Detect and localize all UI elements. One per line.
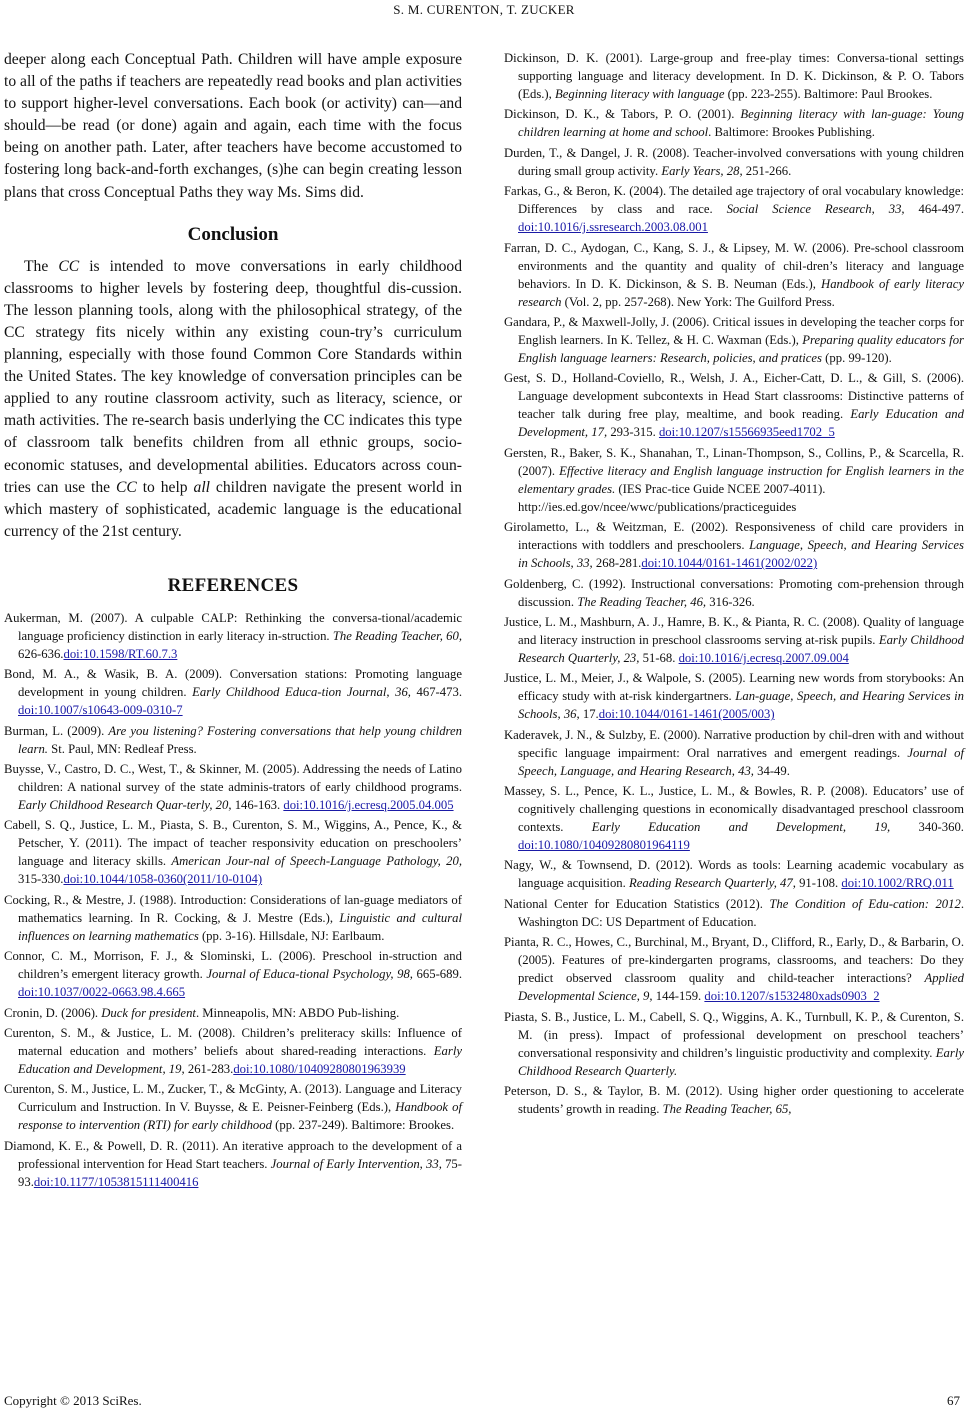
reference-text: Massey, S. L., Pence, K. L., Justice, L. M., & Bowles, R. P. (2008). Educators’ use of cognitively challenging questions in economically disadvantaged preschool classroom contexts. <box>504 784 964 835</box>
conclusion-text: is intended to move conversations in early childhood classrooms to higher levels by fostering deep, thoughtful dis-cussion. The lesson planning tools, along with the philosophical strategy, of the CC strategy fits nicely within any existing coun-try’s curriculum planning, especially with those found Common Core Standards within the United States. The key knowledge of conversation principles can be applied to any routine classroom activity, such as literacy, science, or math activities. The re-search basis underlying the CC indicates this type of classroom talk benefits children from all ethnic groups, socio-economic statuses, and developmental abilities. Educators across coun-tries can use the <box>4 257 462 496</box>
reference-text: Farkas, G., & Beron, K. (2004). The detailed age trajectory of oral vocabulary knowledge: Differences by class and race. <box>504 184 964 217</box>
reference-entry <box>504 105 964 141</box>
doi-link[interactable]: doi:10.1044/0161-1461(2005/003) <box>598 707 775 722</box>
reference-text: (pp. 99-120). <box>821 350 892 365</box>
reference-entry <box>504 782 964 854</box>
reference-text: Curenton, S. M., Justice, L. M., Zucker, T., & McGinty, A. (2013). Language and Literacy Curriculum and Instruction. In V. Buysse, & E. Peisner-Feinberg (Eds.), <box>4 1082 462 1115</box>
reference-text: Gandara, P., & Maxwell-Jolly, J. (2006). Critical issues in developing the teacher corps for English learners. In K. Tellez, & H. C. Waxman (Eds.), <box>504 314 964 347</box>
reference-text: (pp. 3-16). Hillsdale, NJ: Earlbaum. <box>198 928 385 943</box>
reference-text: 144-159. <box>652 989 705 1004</box>
reference-text: Gest, S. D., Holland-Coviello, R., Welsh, J. A., Eicher-Catt, D. L., & Gill, S. (2006). Language development subcontexts in Head Start classrooms: Distinctive patterns of teacher talk during free play, mealtime, and book reading. <box>504 371 964 422</box>
reference-entry <box>504 726 964 780</box>
conclusion-text: The <box>24 257 59 275</box>
reference-entry <box>504 613 964 667</box>
reference-entry <box>504 856 964 892</box>
reference-source: The Condition of Edu-cation: 2012 <box>769 896 961 911</box>
doi-link[interactable]: doi:10.1080/10409280801963939 <box>233 1062 406 1076</box>
reference-text: 467-473. <box>410 685 462 700</box>
reference-source: Effective literacy and English language instruction for English learners in the elementary grades. <box>518 463 965 496</box>
reference-text: Pianta, R. C., Howes, C., Burchinal, M., Bryant, D., Clifford, R., Early, D., & Barbarin, O. (2005). Features of pre-kindergarten programs, classrooms, and teachers: Do they predict observed classroom quality and child-teacher interactions? <box>504 935 964 986</box>
reference-entry <box>4 816 462 888</box>
reference-entry <box>4 609 462 663</box>
reference-source: Lan-guage, Speech, and Hearing Services in Schools, 36, <box>518 689 964 722</box>
emphasis-all: all <box>193 478 210 496</box>
reference-text: Cronin, D. (2006). <box>4 1005 102 1020</box>
reference-source: Early Childhood Research Quar-terly, 20, <box>18 798 232 813</box>
reference-text: 315-330. <box>18 872 64 887</box>
reference-source: Language, Speech, and Hearing Services in Schools, 33, <box>518 538 964 571</box>
doi-link[interactable]: doi:10.1044/0161-1461(2002/022) <box>641 556 818 571</box>
reference-text: Girolametto, L., & Weitzman, E. (2002). Responsiveness of child care providers in interactions with toddlers and preschoolers. <box>504 520 964 553</box>
reference-text: Justice, L. M., Mashburn, A. J., Hamre, B. K., & Pianta, R. C. (2008). Quality of language and literacy instruction in preschool classrooms serving at-risk pupils. <box>504 614 964 647</box>
page-number: 67 <box>947 1393 960 1408</box>
reference-source: Early Years, 28, <box>661 163 743 178</box>
reference-entry <box>4 947 462 1001</box>
reference-text: (IES Prac-tice Guide NCEE 2007-4011). <box>615 481 826 496</box>
reference-entry <box>504 444 964 516</box>
reference-text: Bond, M. A., & Wasik, B. A. (2009). Conversation stations: Promoting language development in young children. <box>4 667 462 700</box>
doi-link[interactable]: doi:10.1016/j.ecresq.2005.04.005 <box>283 798 454 813</box>
left-column <box>4 49 462 1193</box>
reference-text: Burman, L. (2009). <box>4 723 109 738</box>
reference-text: Nagy, W., & Townsend, D. (2012). Words as tools: Learning academic vocabulary as language acquisition. <box>504 858 964 891</box>
reference-source: The Reading Teacher, 60, <box>332 628 462 643</box>
reference-text: Connor, C. M., Morrison, F. J., & Slominski, L. (2006). Preschool in-struction and children’s emergent literacy growth. <box>4 949 462 982</box>
reference-entry <box>504 575 964 611</box>
reference-entry <box>504 369 964 441</box>
reference-list-left <box>4 609 462 1191</box>
reference-text: Durden, T., & Dangel, J. R. (2008). Teacher-involved conversations with young children during small group activity. <box>504 145 964 178</box>
reference-source: Linguistic and cultural influences on learning mathematics <box>18 910 463 943</box>
reference-text: Gersten, R., Baker, S. K., Shanahan, T., Linan-Thompson, S., Collins, P., & Scarcella, R. (2007). <box>504 445 964 478</box>
right-column <box>504 49 964 1120</box>
cc-term: CC <box>115 478 137 496</box>
conclusion-text: to help <box>136 478 194 496</box>
reference-source: Preparing quality educators for English language learners: Research, policies, and pratices <box>518 332 964 365</box>
reference-text: Kaderavek, J. N., & Sulzby, E. (2000). Narrative production by chil-dren with and without specific language impairment: Oral narratives and emergent readings. <box>504 727 964 760</box>
reference-entry <box>504 182 964 236</box>
reference-entry <box>504 313 964 367</box>
reference-entry <box>504 144 964 180</box>
reference-text: 665-689. <box>412 967 462 982</box>
reference-source: Journal of Educa-tional Psychology, 98, <box>206 967 413 982</box>
reference-source: Journal of Speech, Language, and Hearing Research, 43, <box>518 745 964 778</box>
reference-text: 293-315. <box>607 425 659 440</box>
reference-source: Early Education and Development, 19, <box>591 820 891 835</box>
reference-entry <box>504 895 964 931</box>
references-heading: REFERENCES <box>167 574 299 596</box>
reference-source: Social Science Research, 33, <box>726 202 905 217</box>
reference-entry <box>504 239 964 311</box>
reference-entry <box>4 722 462 758</box>
reference-source: The Reading Teacher, 46, <box>577 594 707 609</box>
cc-term: CC <box>58 257 80 275</box>
reference-entry <box>4 1024 462 1078</box>
reference-source: Are you listening? Fostering conversations that help young children learn. <box>18 723 462 756</box>
reference-text: Goldenberg, C. (1992). Instructional conversations: Promoting com-prehension through discussion. <box>504 576 964 609</box>
intro-paragraph: deeper along each Conceptual Path. Children will have ample exposure to all of the paths if teachers are repeatedly read books and plan activities to support higher-level conversations. Each book (or activity) can—and should—be read (or done) again and again, each time with the focus being on another path. Later, after teachers have become accustomed to fostering long back-and-forth exchanges, (s)he can begin creating lesson plans that cross Conceptual Paths they way Ms. Sims did. <box>4 51 462 201</box>
reference-entry <box>4 665 462 719</box>
reference-source: Applied Developmental Science, 9, <box>518 971 964 1004</box>
reference-text: Farran, D. C., Aydogan, C., Kang, S. J., & Lipsey, M. W. (2006). Pre-school classroom environments and the quantity and quality of chil-dren’s literacy and language behaviors. In D. K. Dickinson, & S. B. Neuman (Eds.), <box>504 240 964 291</box>
footer-copyright: Copyright © 2013 SciRes. <box>4 1393 142 1408</box>
reference-url: http://ies.ed.gov/ncee/wwc/publications/practiceguides <box>518 499 797 514</box>
reference-entry <box>504 1082 964 1118</box>
doi-link[interactable]: doi:10.1016/j.ecresq.2007.09.004 <box>678 650 849 665</box>
reference-text: 251-266. <box>742 163 792 178</box>
reference-text: Diamond, K. E., & Powell, D. R. (2011). An iterative approach to the development of a professional intervention for Head Start teachers. <box>4 1138 462 1171</box>
reference-entry <box>4 1080 462 1134</box>
reference-source: Early Education and Development, 17, <box>518 407 964 440</box>
reference-text: 34-49. <box>753 763 790 778</box>
reference-text: . Minneapolis, MN: ABDO Pub-lishing. <box>195 1005 400 1020</box>
reference-source: Early Childhood Research Quarterly, 23, <box>518 632 964 665</box>
reference-text: 51-68. <box>639 650 679 665</box>
doi-link[interactable]: doi:10.1207/s15566935eed1702_5 <box>658 425 835 440</box>
reference-text: 146-163. <box>231 798 284 813</box>
reference-source: Duck for president <box>101 1005 196 1020</box>
reference-text: . Baltimore: Brookes Publishing. <box>708 125 875 140</box>
reference-entry <box>504 933 964 1005</box>
reference-text: 268-281. <box>592 556 642 571</box>
reference-source: American Jour-nal of Speech-Language Pathology, 20, <box>171 854 462 869</box>
reference-text: National Center for Education Statistics (2012). <box>504 896 770 911</box>
reference-text: Dickinson, D. K., & Tabors, P. O. (2001). <box>504 107 741 122</box>
reference-source: Early Education and Development, 19, <box>18 1044 462 1076</box>
doi-link[interactable]: doi:10.1080/10409280801964119 <box>518 838 690 853</box>
doi-link[interactable]: doi:10.1002/RRQ.011 <box>841 876 954 891</box>
reference-text: Justice, L. M., Meier, J., & Walpole, S. (2005). Learning new words from storybooks: An efficacy study with at-risk kindergartners. <box>504 671 964 704</box>
reference-entry <box>504 49 964 103</box>
reference-text: Curenton, S. M., & Justice, L. M. (2008). Children’s preliteracy skills: Influence of maternal education and mothers’ beliefs about shared-reading interactions. <box>4 1026 462 1058</box>
reference-entry <box>4 760 462 814</box>
doi-link[interactable]: doi:10.1598/RT.60.7.3 <box>63 646 178 661</box>
doi-link[interactable]: doi:10.1007/s10643-009-0310-7 <box>18 703 183 718</box>
reference-text: Dickinson, D. K. (2001). Large-group and free-play times: Conversa-tional settings supporting language and literacy development. In D. K. Dickinson, & P. O. Tabors (Eds.), <box>504 51 964 101</box>
reference-list-right <box>504 49 964 1118</box>
reference-text: 626-636. <box>18 646 64 661</box>
doi-link[interactable]: doi:10.1044/1058-0360(2011/10-0104) <box>63 872 263 887</box>
reference-text: 340-360. <box>890 820 964 835</box>
reference-source: Early Childhood Research Quarterly. <box>518 1045 964 1078</box>
reference-text: Piasta, S. B., Justice, L. M., Cabell, S. Q., Wiggins, A. K., Turnbull, K. P., & Curenton, S. M. (in press). Impact of professional development on preschool teachers’ conversational responsivity and children’s linguistic productivity and complexity. <box>504 1009 964 1060</box>
reference-source: The Reading Teacher, 65, <box>662 1102 792 1117</box>
reference-text: 17. <box>579 707 599 722</box>
reference-text: Buysse, V., Castro, D. C., West, T., & Skinner, M. (2005). Addressing the needs of Latino children: A national survey of the state adminis-trators of early childhood programs. <box>4 762 462 795</box>
reference-entry <box>504 518 964 572</box>
reference-text: (Vol. 2, pp. 257-268). New York: The Guilford Press. <box>561 294 835 309</box>
reference-text: Cabell, S. Q., Justice, L. M., Piasta, S. B., Curenton, S. M., Wiggins, A., Pence, K., & Petscher, Y. (2011). The impact of teacher responsivity education on preschoolers’ language and literacy skills. <box>4 818 462 869</box>
conclusion-paragraph <box>4 256 462 543</box>
reference-source: Journal of Early Intervention, 33, <box>270 1156 442 1171</box>
reference-source: Handbook of early literacy research <box>518 276 965 309</box>
reference-text: (pp. 223-255). Baltimore: Paul Brookes. <box>724 87 933 101</box>
reference-text: (pp. 237-249). Baltimore: Brookes. <box>271 1118 455 1133</box>
reference-entry <box>4 1137 462 1191</box>
conclusion-heading: Conclusion <box>187 223 279 245</box>
reference-source: Beginning literacy with language <box>555 87 725 101</box>
reference-text: 91-108. <box>795 876 842 891</box>
reference-text: 75-93. <box>18 1156 462 1189</box>
doi-link[interactable]: doi:10.1037/0022-0663.98.4.665 <box>18 985 186 1000</box>
reference-source: Handbook of response to intervention (RTI) for early childhood <box>18 1100 462 1133</box>
doi-link[interactable]: doi:10.1016/j.ssresearch.2003.08.001 <box>518 220 708 235</box>
reference-source: Beginning literacy with lan-guage: Young children learning at home and school <box>518 107 964 140</box>
running-head: S. M. CURENTON, T. ZUCKER <box>393 2 575 17</box>
reference-text: . Washington DC: US Department of Education. <box>518 896 964 929</box>
reference-entry <box>4 891 462 945</box>
reference-source: Early Childhood Educa-tion Journal, 36, <box>192 685 411 700</box>
reference-text: St. Paul, MN: Redleaf Press. <box>47 741 197 756</box>
reference-text: 464-497. <box>904 202 965 217</box>
reference-text: Peterson, D. S., & Taylor, B. M. (2012). Using higher order questioning to accelerate students’ growth in reading. <box>504 1084 964 1117</box>
reference-text: 316-326. <box>706 594 755 609</box>
reference-entry <box>504 669 964 723</box>
reference-text: Cocking, R., & Mestre, J. (1988). Introduction: Considerations of lan-guage mediators of mathematics learning. In R. Cocking, & J. Mestre (Eds.), <box>4 892 462 925</box>
reference-entry <box>504 1008 964 1080</box>
doi-link[interactable]: doi:10.1177/1053815111400416 <box>33 1174 199 1189</box>
conclusion-text: children navigate the present world in which mastery of sophisticated, academic language is the educational currency of the 21st century. <box>4 478 462 540</box>
reference-text: Aukerman, M. (2007). A culpable CALP: Rethinking the conversa-tional/academic language proficiency distinction in early literacy in-struction. <box>4 610 462 643</box>
reference-entry <box>4 1004 462 1022</box>
reference-text: 261-283. <box>184 1062 234 1076</box>
doi-link[interactable]: doi:10.1207/s1532480xads0903_2 <box>704 989 880 1004</box>
reference-source: Reading Research Quarterly, 47, <box>629 876 796 891</box>
